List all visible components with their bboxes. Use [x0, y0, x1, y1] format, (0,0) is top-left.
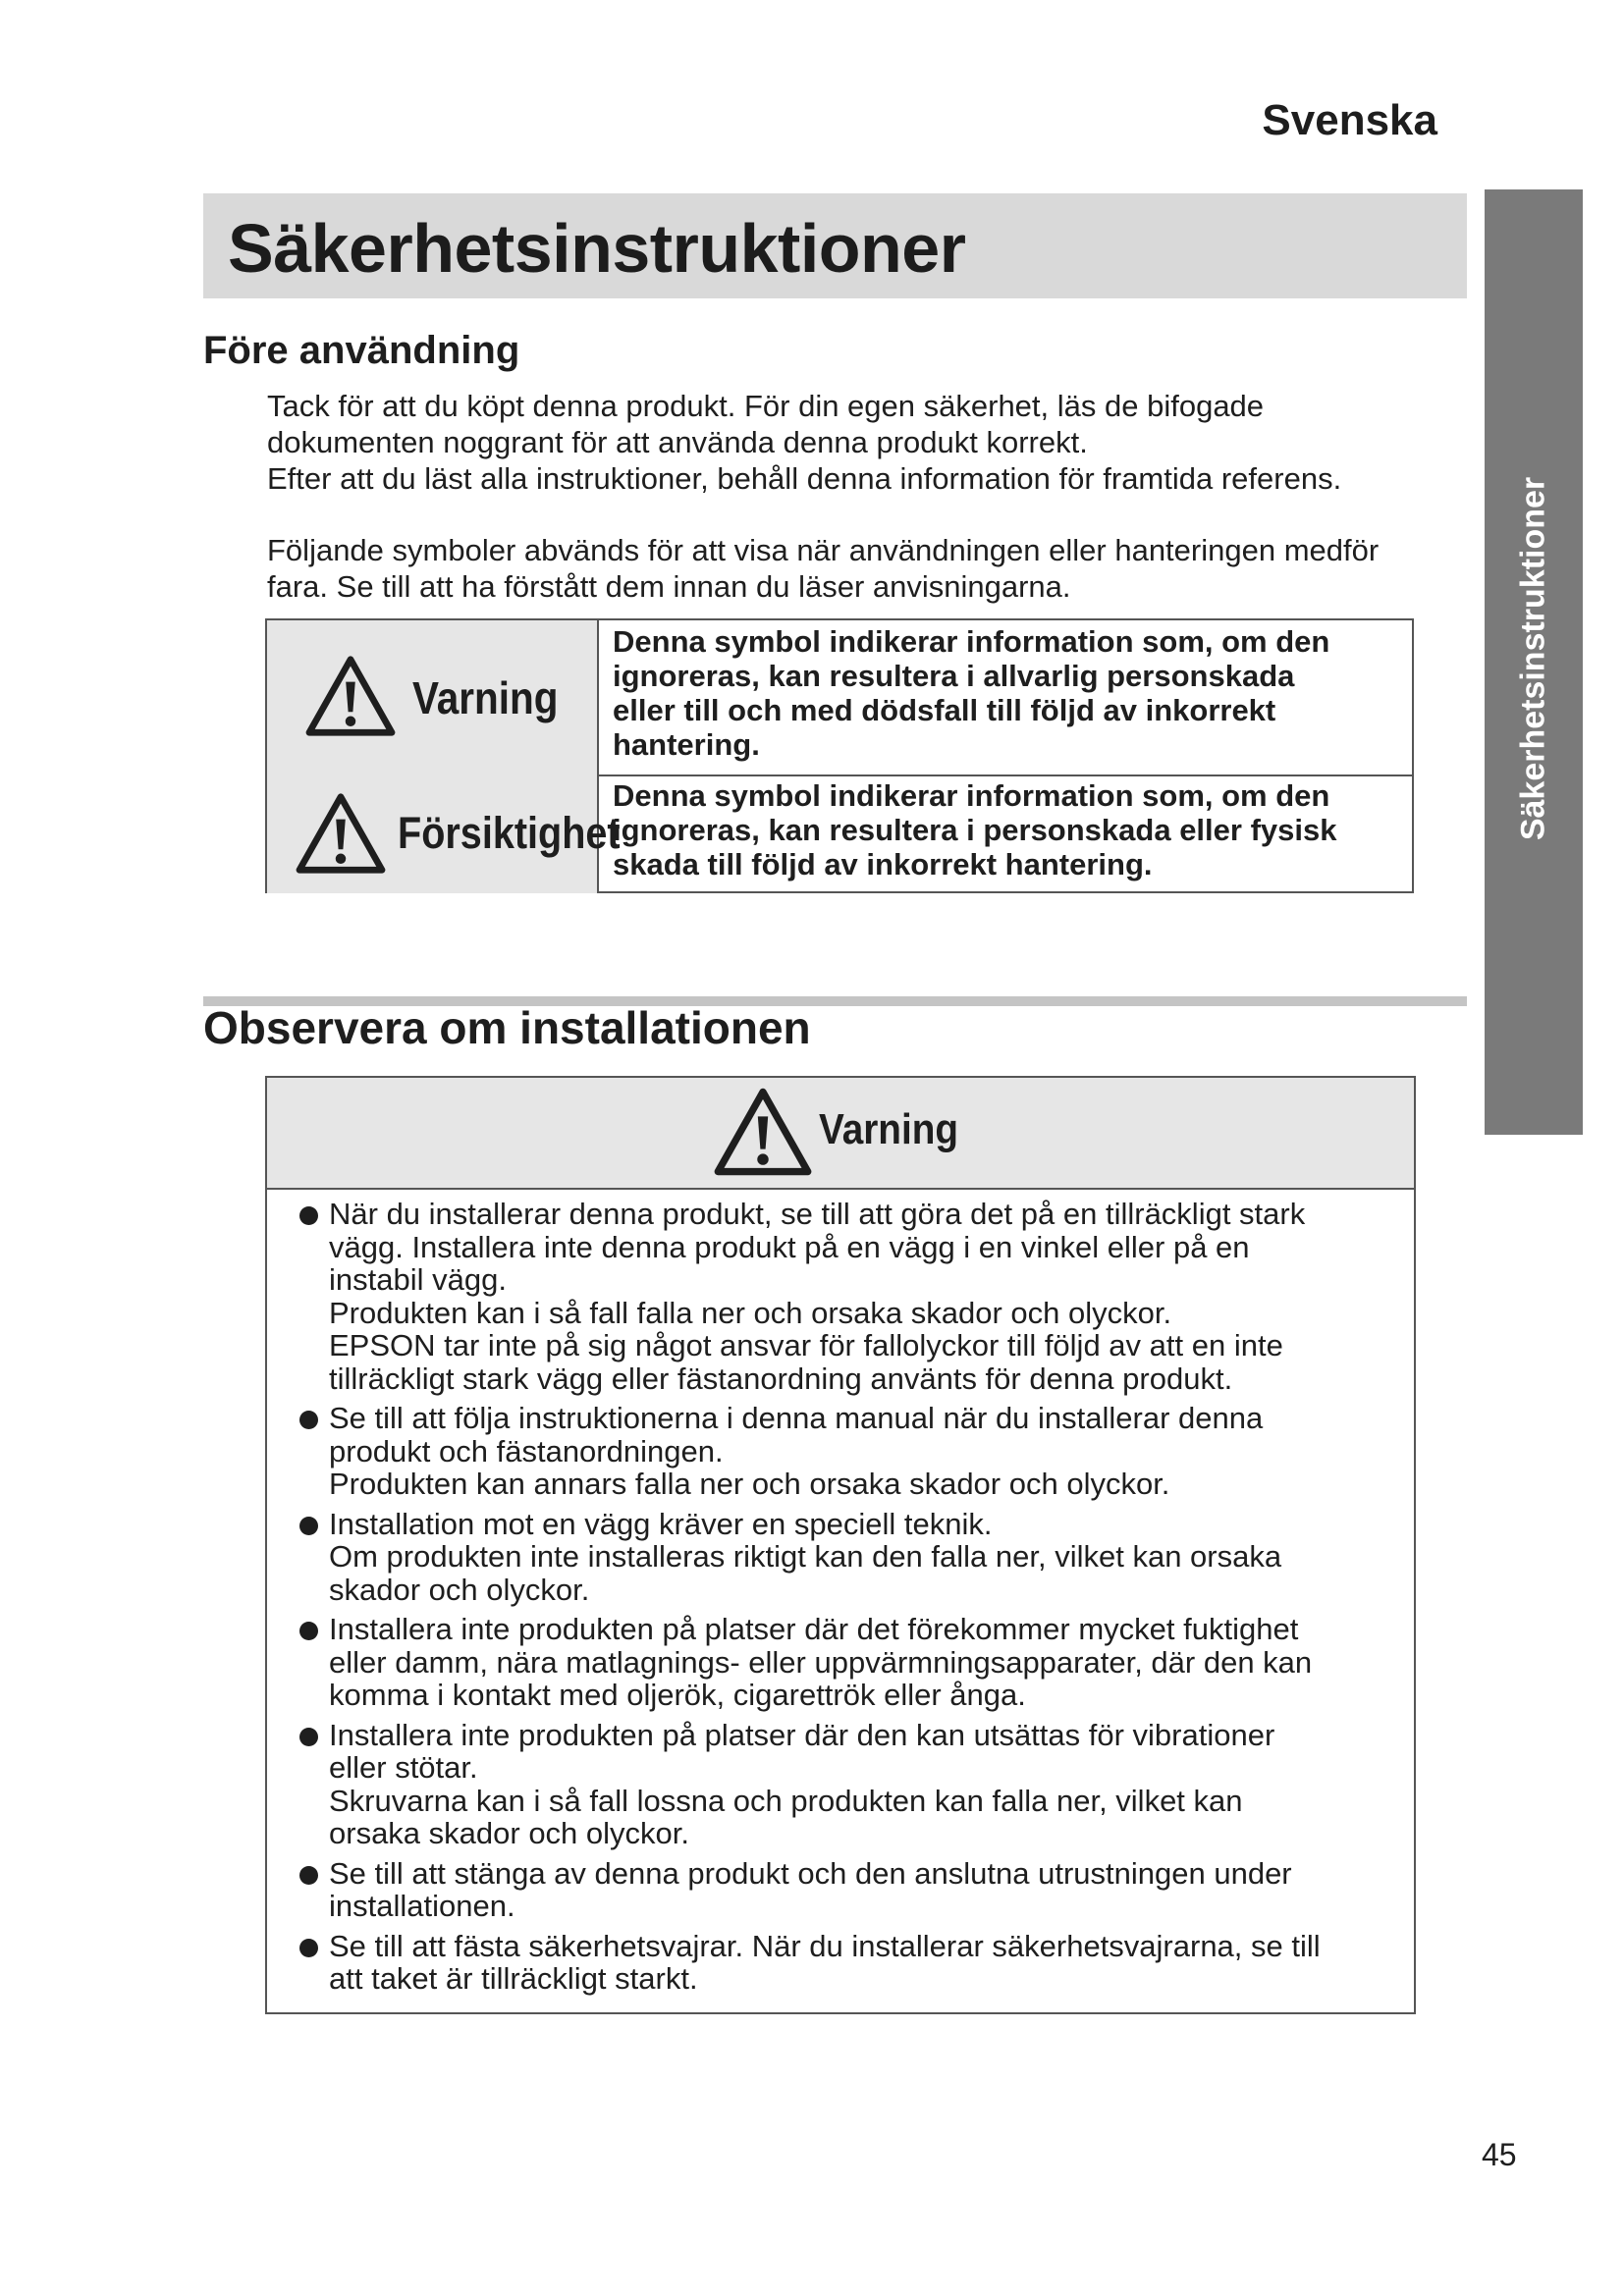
bullet-icon: [299, 1728, 318, 1746]
item-line: tillräckligt stark vägg eller fästanordning använts för denna produkt.: [329, 1361, 1233, 1396]
item-line: Installation mot en vägg kräver en speciell teknik.: [329, 1506, 993, 1541]
item-line: Produkten kan i så fall falla ner och orsaka skador och olyckor.: [329, 1295, 1172, 1330]
item-line: produkt och fästanordningen.: [329, 1433, 724, 1468]
item-line: Se till att stänga av denna produkt och den anslutna utrustningen under: [329, 1855, 1292, 1891]
item-line: Installera inte produkten på platser där det förekommer mycket fuktighet: [329, 1612, 1299, 1646]
bullet-icon: [299, 1411, 318, 1429]
caution-triangle-icon: [294, 791, 388, 876]
language-label: Svenska: [1262, 96, 1437, 144]
symbols-line: Följande symboler abvänds för att visa när användningen eller hanteringen medför: [267, 533, 1380, 567]
symbol-label-cell: [267, 620, 599, 774]
bullet-icon: [299, 1206, 318, 1225]
description-line: skada till följd av inkorrekt hantering.: [613, 847, 1153, 881]
list-item: [299, 1198, 1399, 1395]
installation-heading: Observera om installationen: [203, 1002, 811, 1053]
description-line: eller till och med dödsfall till följd av inkorrekt: [613, 693, 1276, 727]
intro-line: Efter att du läst alla instruktioner, behåll denna information för framtida referens.: [267, 461, 1342, 496]
bullet-icon: [299, 1622, 318, 1640]
symbol-label-warning: Varning: [412, 672, 559, 723]
title-bar: [203, 193, 1467, 298]
description-line: Denna symbol indikerar information som, om den: [613, 778, 1330, 813]
side-tab: [1485, 189, 1583, 1135]
warning-triangle-icon: [712, 1086, 814, 1178]
intro-line: Tack för att du köpt denna produkt. För din egen säkerhet, läs de bifogade: [267, 389, 1265, 423]
item-line: att taket är tillräckligt starkt.: [329, 1961, 698, 1996]
symbol-description: [613, 624, 1398, 762]
list-item: [299, 1719, 1399, 1850]
item-line: Om produkten inte installeras riktigt kan den falla ner, vilket kan orsaka: [329, 1539, 1282, 1574]
item-line: När du installerar denna produkt, se till att göra det på en tillräckligt stark: [329, 1197, 1306, 1231]
symbol-table: [265, 618, 1414, 893]
intro-paragraph: [267, 388, 1475, 497]
item-line: Installera inte produkten på platser där den kan utsättas för vibrationer: [329, 1717, 1275, 1752]
symbol-row-caution: [267, 774, 1412, 893]
item-line: instabil vägg.: [329, 1262, 507, 1297]
item-line: Se till att fästa säkerhetsvajrar. När du installerar säkerhetsvajrarna, se till: [329, 1928, 1321, 1963]
list-item: [299, 1857, 1399, 1923]
intro-line: dokumenten noggrant för att använda denna produkt korrekt.: [267, 425, 1088, 459]
symbols-paragraph: [267, 532, 1475, 605]
page-title: Säkerhetsinstruktioner: [228, 210, 966, 287]
symbol-row-warning: [267, 620, 1412, 776]
description-line: ignoreras, kan resultera i allvarlig personskada: [613, 659, 1295, 693]
page-number: 45: [1482, 2137, 1517, 2172]
item-line: eller damm, nära matlagnings- eller uppvärmningsapparater, där den kan: [329, 1644, 1313, 1680]
list-item: [299, 1930, 1399, 1996]
bullet-icon: [299, 1939, 318, 1957]
description-line: Denna symbol indikerar information som, om den: [613, 624, 1330, 659]
list-item: [299, 1508, 1399, 1607]
list-item: [299, 1613, 1399, 1712]
description-line: hantering.: [613, 727, 760, 762]
item-line: eller stötar.: [329, 1750, 478, 1785]
before-use-heading: Före användning: [203, 329, 520, 372]
symbols-line: fara. Se till att ha förstått dem innan du läser anvisningarna.: [267, 569, 1071, 604]
bullet-icon: [299, 1866, 318, 1885]
item-line: EPSON tar inte på sig något ansvar för fallolyckor till följd av att en inte: [329, 1328, 1283, 1362]
symbol-label-caution: Försiktighet: [398, 808, 621, 858]
warning-triangle-icon: [303, 654, 398, 738]
symbol-label-cell: [267, 774, 621, 893]
installation-list: [299, 1198, 1399, 2002]
item-line: skador och olyckor.: [329, 1572, 590, 1607]
item-line: Skruvarna kan i så fall lossna och produkten kan falla ner, vilket kan: [329, 1783, 1243, 1818]
item-line: vägg. Installera inte denna produkt på en vägg i en vinkel eller på en: [329, 1229, 1250, 1264]
bullet-icon: [299, 1517, 318, 1535]
item-line: komma i kontakt med oljerök, cigarettrök eller ånga.: [329, 1678, 1026, 1712]
item-line: Se till att följa instruktionerna i denna manual när du installerar denna: [329, 1401, 1264, 1435]
item-line: Produkten kan annars falla ner och orsaka skador och olyckor.: [329, 1467, 1170, 1501]
warning-box-header: [267, 1078, 1414, 1190]
installation-warning-box: [265, 1076, 1416, 2014]
item-line: installationen.: [329, 1889, 515, 1923]
symbol-description: [613, 778, 1398, 881]
item-line: orsaka skador och olyckor.: [329, 1816, 690, 1850]
description-line: ignoreras, kan resultera i personskada eller fysisk: [613, 813, 1337, 847]
list-item: [299, 1402, 1399, 1501]
side-tab-label: Säkerhetsinstruktioner: [1514, 476, 1552, 841]
warning-box-label: Varning: [819, 1105, 959, 1153]
